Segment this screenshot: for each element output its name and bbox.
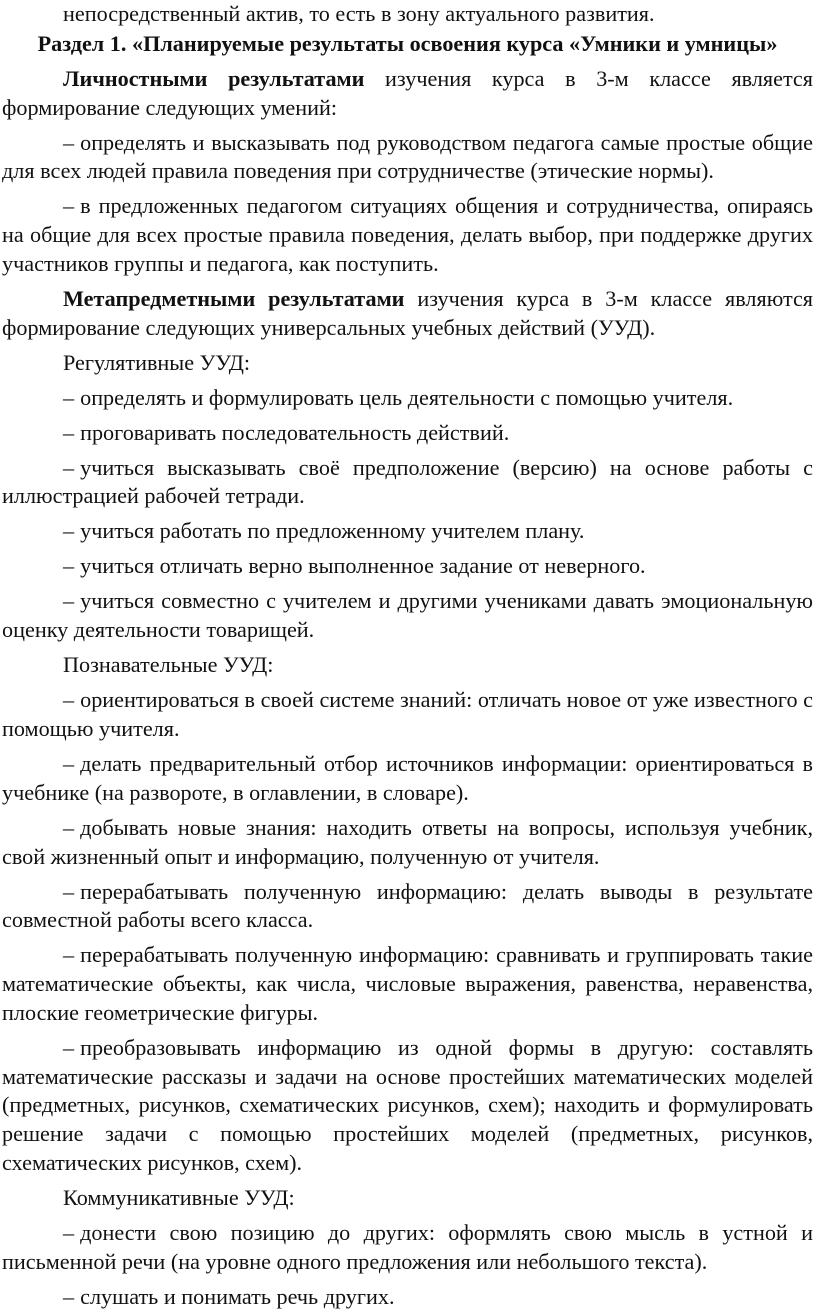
cognitive-heading: Познавательные УУД: xyxy=(63,652,274,678)
communicative-heading: Коммуникативные УУД: xyxy=(63,1185,295,1211)
dash-bullet: – xyxy=(63,384,75,410)
cognitive-item: – делать предварительный отбор источников информации: ориентироваться в учебнике (на развороте, в оглавлении, в словаре). xyxy=(2,750,813,805)
cognitive-item: – преобразовывать информацию из одной формы в другую: составлять математические рассказы и задачи на основе простейших математических моделей (предметных, рисунков, схематических рисунков, схем); находить и формулировать решение задачи с помощью простейших моделей (предметных, рисунков, схематических рисунков, схем). xyxy=(2,1034,813,1176)
cognitive-item: – ориентироваться в своей системе знаний: отличать новое от уже известного с помощью учителя. xyxy=(2,687,813,741)
dash-bullet: – xyxy=(63,1034,75,1060)
dash-bullet: – xyxy=(63,1283,75,1309)
document-page xyxy=(2,0,813,1312)
personal-item: – в предложенных педагогом ситуациях общения и сотрудничества, опираясь на общие для всех простые правила поведения, делать выбор, при поддержке других участников группы и педагога, как поступить. xyxy=(2,193,813,276)
personal-results-text: изучения курса в 3-м классе является формирование следующих умений: xyxy=(2,65,813,120)
dash-bullet: – xyxy=(63,193,75,219)
personal-results-paragraph xyxy=(2,65,813,123)
dash-bullet: – xyxy=(63,588,75,614)
dash-bullet: – xyxy=(63,878,75,904)
personal-results-lead: Личностными результатами xyxy=(63,65,365,91)
meta-results-text: изучения курса в 3-м классе являются формирование следующих универсальных учебных действий (УУД). xyxy=(2,285,813,340)
dash-bullet: – xyxy=(63,553,75,579)
dash-bullet: – xyxy=(63,1220,75,1246)
regulative-item: – учиться совместно с учителем и другими учениками давать эмоциональную оценку деятельности товарищей. xyxy=(2,588,813,643)
meta-results-paragraph xyxy=(2,285,813,343)
dash-bullet: – xyxy=(63,454,75,480)
dash-bullet: – xyxy=(63,129,75,155)
communicative-item: – слушать и понимать речь других. xyxy=(63,1283,395,1309)
regulative-item: – учиться работать по предложенному учителем плану. xyxy=(63,518,585,544)
intro-line: непосредственный актив, то есть в зону актуального развития. xyxy=(63,1,655,26)
cognitive-item: – добывать новые знания: находить ответы на вопросы, используя учебник, свой жизненный опыт и информацию, полученную от учителя. xyxy=(2,814,813,869)
cognitive-item: – перерабатывать полученную информацию: делать выводы в результате совместной работы всего класса. xyxy=(2,878,813,933)
communicative-item: – донести свою позицию до других: оформлять свою мысль в устной и письменной речи (на уровне одного предложения или небольшого текста). xyxy=(2,1220,813,1274)
regulative-item: – проговаривать последовательность действий. xyxy=(63,419,510,445)
section-title: Раздел 1. «Планируемые результаты освоения курса «Умники и умницы» xyxy=(37,30,778,56)
dash-bullet: – xyxy=(63,419,75,445)
regulative-heading: Регулятивные УУД: xyxy=(63,349,251,375)
dash-bullet: – xyxy=(63,750,75,776)
dash-bullet: – xyxy=(63,518,75,544)
regulative-item: – определять и формулировать цель деятельности с помощью учителя. xyxy=(63,384,734,410)
meta-results-lead: Метапредметными результатами xyxy=(63,285,405,311)
dash-bullet: – xyxy=(63,942,75,968)
regulative-item: – учиться высказывать своё предположение (версию) на основе работы с иллюстрацией рабочей тетради. xyxy=(2,454,813,509)
personal-item: – определять и высказывать под руководством педагога самые простые общие для всех людей правила поведения при сотрудничестве (этические нормы). xyxy=(2,129,813,184)
dash-bullet: – xyxy=(63,814,75,840)
regulative-item: – учиться отличать верно выполненное задание от неверного. xyxy=(63,553,646,579)
dash-bullet: – xyxy=(63,687,75,713)
cognitive-item: – перерабатывать полученную информацию: сравнивать и группировать такие математические объекты, как числа, числовые выражения, равенства, неравенства, плоские геометрические фигуры. xyxy=(2,942,813,1025)
